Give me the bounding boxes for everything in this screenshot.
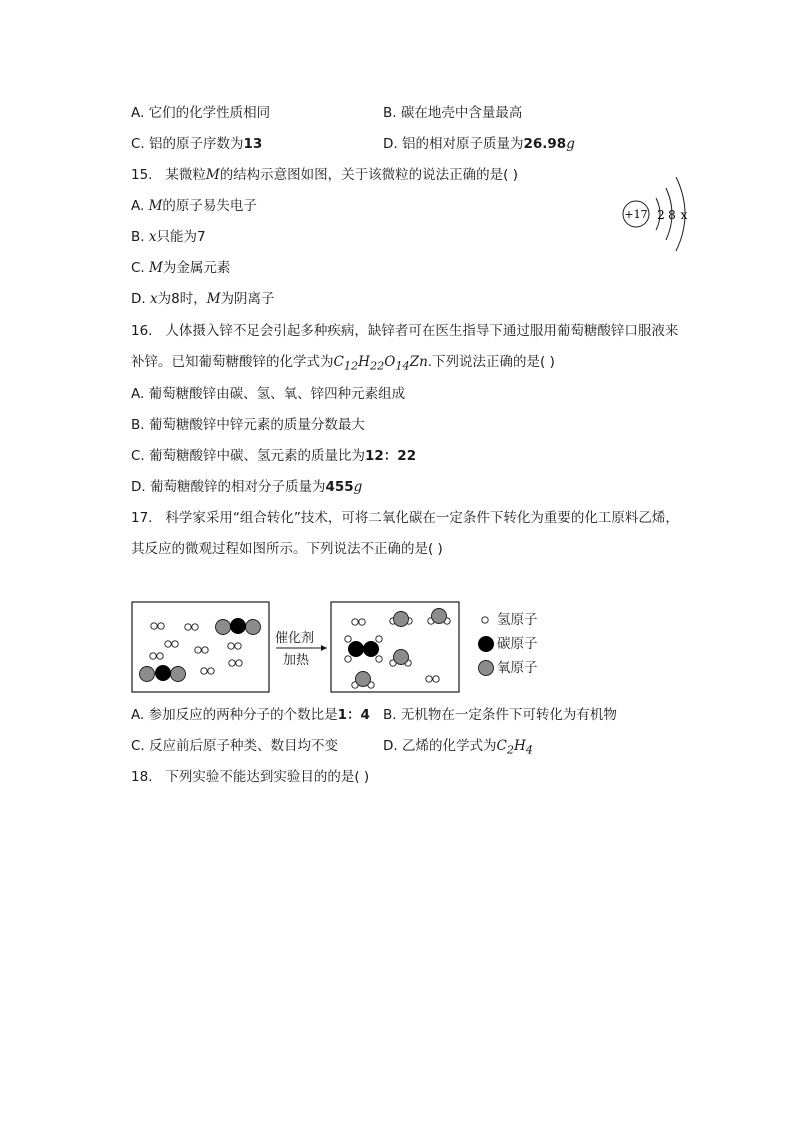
q15-option-b-text: 只能为7 xyxy=(156,229,206,245)
q16-option-c-text: C. 葡萄糖酸锌中碳、氢元素的质量比为 xyxy=(131,448,366,464)
q16-number: 16. xyxy=(131,323,153,339)
q17-option-c: C. 反应前后原子种类、数目均不变 xyxy=(131,738,339,754)
q17-stem-line1 xyxy=(131,509,679,527)
shell-1-count: 2 xyxy=(657,208,665,222)
atom-structure-diagram xyxy=(612,165,702,265)
q17-option-d xyxy=(383,737,533,760)
q17-option-a-ratio: 1：4 xyxy=(337,707,370,723)
q18-stem xyxy=(131,768,369,786)
q15-option-b-symbol: x xyxy=(148,229,157,245)
ethylene-molecule xyxy=(345,636,382,662)
q14-option-c-number: 13 xyxy=(243,136,263,152)
q14-option-a: A. 它们的化学性质相同 xyxy=(131,105,271,121)
q16-stem-text-2: 补锌。已知葡萄糖酸锌的化学式为 xyxy=(131,354,334,370)
h2-molecule xyxy=(352,619,365,625)
q14-option-b: B. 碳在地壳中含量最高 xyxy=(383,105,523,121)
formula-o: O xyxy=(384,354,396,370)
q16-stem-line2 xyxy=(131,353,555,376)
shell-3-count: x xyxy=(680,208,688,222)
q14-option-d-text: D. 铝的相对原子质量为 xyxy=(383,136,524,152)
h2-molecule xyxy=(229,660,242,666)
shell-2-count: 8 xyxy=(668,208,676,222)
q15-option-d xyxy=(131,290,275,308)
q15-option-d-text: 为阴离子 xyxy=(220,291,275,307)
q17-option-b: B. 无机物在一定条件下可转化为有机物 xyxy=(383,707,617,723)
q17-stem-text-1: 科学家采用“组合转化”技术，可将二氧化碳在一定条件下转化为重要的化工原料乙烯， xyxy=(165,510,679,526)
q17-option-d-text: D. 乙烯的化学式为 xyxy=(383,738,497,754)
water-molecule xyxy=(390,612,412,627)
q16-option-c xyxy=(131,447,416,465)
q15-stem xyxy=(131,166,518,184)
water-molecule xyxy=(390,650,411,667)
q16-option-c-number: 12：22 xyxy=(365,448,417,464)
legend-hydrogen-label: 氢原子 xyxy=(497,612,538,628)
q15-option-d-symbol-x: x xyxy=(149,291,158,307)
q15-option-a xyxy=(131,197,257,215)
q16-stem-text-3: .下列说法正确的是( ) xyxy=(427,354,555,370)
formula-zn: Zn xyxy=(409,354,428,370)
q15-option-c-text: 为金属元素 xyxy=(162,260,231,276)
legend-carbon-label: 碳原子 xyxy=(497,636,538,652)
q14-option-c xyxy=(131,135,262,153)
nucleus-charge: +17 xyxy=(624,208,648,221)
formula-c-sub: 2 xyxy=(506,743,514,757)
formula-h-sub: 22 xyxy=(369,359,385,373)
h2-molecule xyxy=(151,623,164,629)
q17-stem-line2: 其反应的微观过程如图所示。下列说法不正确的是( ) xyxy=(131,541,443,557)
q15-option-c-symbol: M xyxy=(149,260,163,276)
q15-option-c-letter: C. xyxy=(131,260,150,276)
q18-number: 18. xyxy=(131,769,153,785)
q14-option-d xyxy=(383,135,575,153)
legend-carbon-symbol xyxy=(478,636,494,652)
q16-stem-line1 xyxy=(131,322,678,340)
q17-option-a xyxy=(131,706,370,724)
formula-h: H xyxy=(514,738,526,754)
q17-option-d-formula xyxy=(496,738,533,757)
q15-option-d-symbol-m: M xyxy=(206,291,221,307)
q15-number: 15. xyxy=(131,167,153,183)
formula-h: H xyxy=(358,354,370,370)
h2-molecule xyxy=(426,676,439,682)
q15-option-c xyxy=(131,259,230,277)
q16-formula xyxy=(333,354,428,373)
h2-molecule xyxy=(165,641,178,647)
h2-molecule xyxy=(150,653,163,659)
q15-option-a-letter: A. xyxy=(131,198,149,214)
q16-option-d-unit: g xyxy=(353,479,363,495)
q16-stem-text-1: 人体摄入锌不足会引起多种疾病，缺锌者可在医生指导下通过服用葡萄糖酸锌口服液来 xyxy=(165,323,679,339)
formula-o-sub: 14 xyxy=(395,359,410,373)
q15-stem-part-b: 的结构示意图如图，关于该微粒的说法正确的是( ) xyxy=(219,167,519,183)
q17-option-a-text: A. 参加反应的两种分子的个数比是 xyxy=(131,707,338,723)
h2-molecule xyxy=(185,624,198,630)
q16-option-d-number: 455 xyxy=(325,479,354,495)
h2-molecule xyxy=(228,643,241,649)
co2-molecule xyxy=(140,665,186,682)
q16-option-a: A. 葡萄糖酸锌由碳、氢、氧、锌四种元素组成 xyxy=(131,386,406,402)
legend-oxygen-symbol xyxy=(479,661,494,676)
q15-option-b xyxy=(131,228,206,246)
q14-option-d-number: 26.98 xyxy=(523,136,567,152)
formula-h-sub: 4 xyxy=(525,743,533,757)
legend-hydrogen-symbol xyxy=(482,617,488,623)
water-molecule xyxy=(352,672,374,689)
formula-c-sub: 12 xyxy=(343,359,359,373)
formula-c: C xyxy=(333,354,344,370)
reaction-diagram xyxy=(131,601,471,696)
q14-option-d-unit: g xyxy=(566,136,575,152)
q15-option-d-letter: D. xyxy=(131,291,150,307)
legend-oxygen-label: 氧原子 xyxy=(497,660,538,676)
co2-molecule xyxy=(216,618,261,635)
arrow-label-heat: 加热 xyxy=(283,653,310,668)
q18-stem-text: 下列实验不能达到实验目的的是( ) xyxy=(165,769,370,785)
h2-molecule xyxy=(201,668,214,674)
arrow-label-catalyst: 催化剂 xyxy=(275,631,315,646)
q15-option-b-letter: B. xyxy=(131,229,149,245)
h2-molecule xyxy=(195,647,208,653)
q14-option-c-text: C. 铝的原子序数为 xyxy=(131,136,244,152)
q15-option-a-text: 的原子易失电子 xyxy=(162,198,257,214)
q15-stem-part-a: 某微粒 xyxy=(165,167,206,183)
q17-number: 17. xyxy=(131,510,153,526)
water-molecule xyxy=(428,609,450,625)
q16-option-b: B. 葡萄糖酸锌中锌元素的质量分数最大 xyxy=(131,417,365,433)
reaction-arrow-head xyxy=(321,645,327,651)
formula-c: C xyxy=(496,738,507,754)
q16-option-d-text: D. 葡萄糖酸锌的相对分子质量为 xyxy=(131,479,326,495)
q15-option-d-text-mid: 为8时， xyxy=(157,291,207,307)
q15-stem-symbol-m: M xyxy=(205,167,220,183)
q16-option-d xyxy=(131,478,362,496)
q15-option-a-symbol: M xyxy=(148,198,163,214)
